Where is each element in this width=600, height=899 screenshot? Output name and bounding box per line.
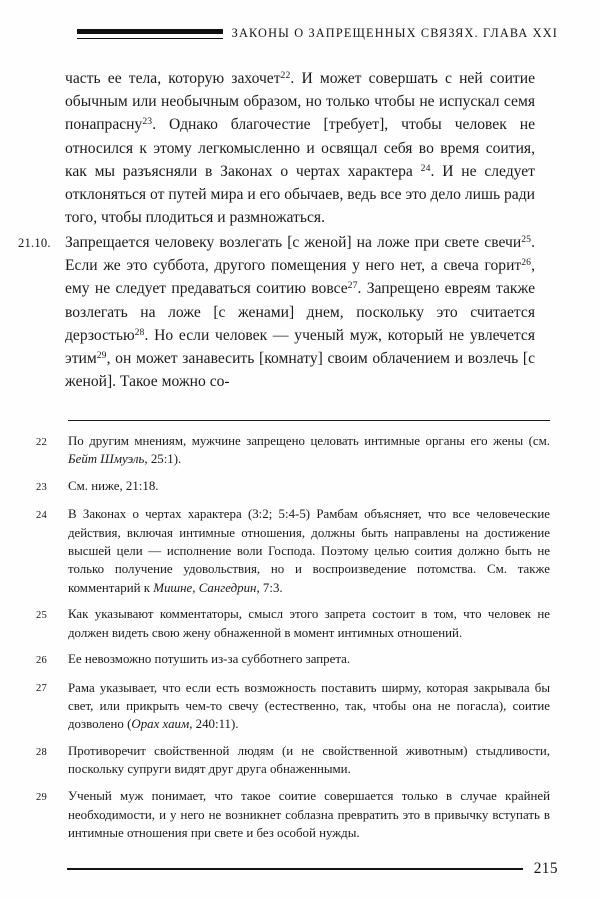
footnote-text	[68, 650, 550, 668]
footnote-text-segment: , 240:11).	[189, 717, 239, 732]
footnote-item	[36, 650, 550, 670]
footnote-item	[36, 605, 550, 642]
para-text-3: . Однако благочестие [требует], чтобы человек не относился к этому легкомысленно и освящал себя во время соития, как мы разъясняли в Законах о чертах характера	[65, 116, 535, 180]
footnote-marker-23[interactable]: 23	[142, 116, 153, 128]
page-footer	[0, 860, 600, 878]
footnote-source-title: Орах хаим	[131, 717, 190, 732]
section-text-4: . Запрещено евреям также возлегать на ложе [с женами] днем, поскольку это считается дерзостью	[65, 280, 535, 344]
section-number-label: 21.10.	[18, 236, 51, 250]
footnote-number-29[interactable]: 29	[36, 791, 47, 803]
footnote-number-25[interactable]: 25	[36, 609, 47, 621]
para-text-4: . И не следует отклоняться от путей мира и его обычаев, ведь все это дело лишь ради того, чтобы плодиться и размножаться.	[65, 162, 535, 227]
paragraph-text	[65, 67, 535, 229]
footnote-number-24[interactable]: 24	[36, 509, 47, 521]
footnote-marker-24[interactable]: 24	[420, 162, 431, 174]
footnote-marker-22[interactable]: 22	[280, 69, 291, 81]
footnote-text-segment: Противоречит свойственной людям (и не свойственной животным) стыдливости, поскольку супруги видят друг друга обнаженными.	[68, 744, 550, 777]
section-text-2: . Если же это суббота, другого помещения у него нет, а свеча горит	[65, 234, 535, 275]
section-text-1: Запрещается человеку возлегать [с женой] на ложе при свете свечи	[65, 234, 522, 251]
footnote-text	[68, 787, 550, 842]
footer-rule	[67, 868, 523, 870]
header-rule-ornament-icon	[77, 28, 223, 39]
footnote-source-title: Мишне, Сангедрин	[153, 580, 257, 595]
footnote-text-segment: Как указывают комментаторы, смысл этого запрета состоит в том, что человек не должен видеть свою жену обнаженной в момент интимных отношений.	[68, 607, 550, 640]
footnote-text-segment: Ее невозможно потушить из-за субботнего запрета.	[68, 652, 351, 667]
para-text-1: часть ее тела, которую захочет	[65, 70, 281, 87]
footnote-text	[68, 477, 550, 495]
footnote-item	[36, 742, 550, 779]
footnote-marker-26[interactable]: 26	[521, 257, 532, 269]
body-paragraph-continued	[65, 67, 535, 229]
para-text-2: . И может совершать с ней соитие обычным или необычным образом, но только чтобы не испускал семя понапрасну	[65, 70, 535, 134]
footnote-source-title: Бейт Шмуэль	[68, 452, 145, 467]
footnote-number-28[interactable]: 28	[36, 746, 47, 758]
footnote-text	[68, 742, 550, 779]
footnote-number-23[interactable]: 23	[36, 481, 47, 493]
footnote-text-segment: , 7:3.	[256, 580, 283, 595]
footnotes-list	[36, 432, 550, 851]
footnote-marker-27[interactable]: 27	[347, 280, 358, 292]
footnote-text	[68, 605, 550, 642]
footnote-text-segment: В Законах о чертах характера (3:2; 5:4-5) Рамбам объясняет, что все человеческие действия, включая интимные отношения, должны быть направлены на достижение высшей цели — исполнение воли Господа. Поэтому целью соития должно быть не только получение удовольствия, но и воспроизведение потомства. См. также комментарий к	[68, 507, 550, 595]
footnote-item	[36, 505, 550, 596]
footnote-marker-29[interactable]: 29	[96, 350, 107, 361]
footnote-number-27[interactable]: 27	[36, 683, 47, 695]
footnote-marker-25[interactable]: 25	[521, 233, 532, 245]
running-head-title: ЗАКОНЫ О ЗАПРЕЩЕННЫХ СВЯЗЯХ. ГЛАВА XXI	[231, 26, 558, 40]
section-body-text	[65, 231, 535, 393]
footnote-item	[36, 477, 550, 497]
footnote-text-segment: , 25:1).	[144, 452, 182, 467]
footnote-text	[68, 505, 550, 596]
section-text-6: , он может занавесить [комнату] своим облачением и возлечь [с женой]. Такое можно со-	[65, 350, 535, 391]
footnote-number-26[interactable]: 26	[36, 654, 47, 666]
section-text-3: , ему не следует предаваться соитию вовсе	[65, 257, 535, 298]
footnote-marker-28[interactable]: 28	[134, 326, 145, 338]
footnote-item	[36, 787, 550, 842]
footnote-text	[68, 679, 550, 734]
footnote-separator-rule	[68, 420, 550, 421]
footnote-item	[36, 432, 550, 469]
footnote-text-segment: Ученый муж понимает, что такое соитие совершается только в случае крайней необходимости, и у него не возникнет соблазна превратить это в привычку вступать в интимные отношения при свете и без особой нужды.	[68, 789, 550, 840]
running-head	[0, 26, 600, 41]
footnote-text-segment: По другим мнениям, мужчине запрещено целовать интимные органы его жены (см.	[68, 434, 550, 448]
section-text-5: . Но если человек — ученый муж, который не увлечется этим	[65, 326, 535, 368]
numbered-section-21-10	[18, 231, 535, 393]
footnote-item	[36, 679, 550, 734]
footnote-text-segment: Рама указывает, что если есть возможность поставить ширму, которая закрывала бы свет, или прикрыть чем-то свечу (естественно, так, чтобы она не погасла), соитие дозволено (	[68, 680, 550, 732]
footnote-number-22[interactable]: 22	[36, 436, 47, 448]
page-number: 215	[533, 860, 558, 877]
footnote-text-segment: См. ниже, 21:18.	[68, 479, 159, 494]
footnote-text	[68, 432, 550, 469]
